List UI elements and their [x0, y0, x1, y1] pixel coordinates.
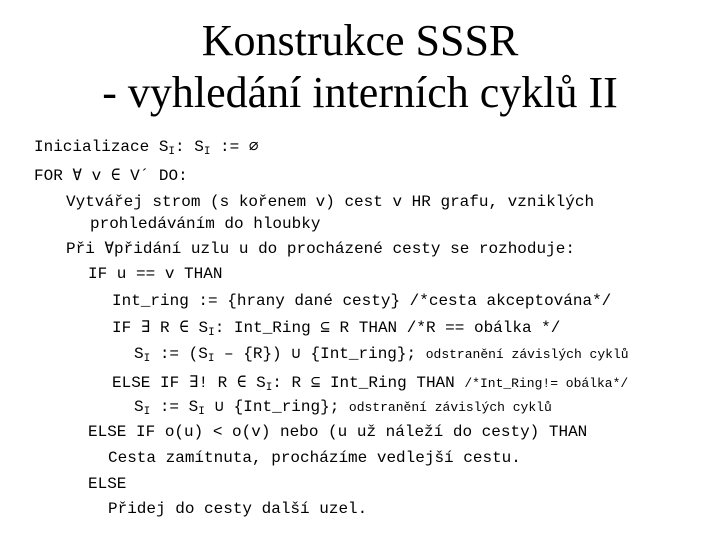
code-line-add-node: Přidej do cesty další uzel. — [108, 500, 368, 518]
code-line-else: ELSE — [88, 475, 127, 493]
comment-remove-dependent: odstranění závislých cyklů — [425, 347, 629, 362]
code-line-build-tree: Vytvářej strom (s kořenem v) cest v HR grafu, vzniklých — [66, 193, 595, 211]
comment-remove-dependent-2: odstranění závislých cyklů — [348, 400, 552, 415]
code-line-dfs: prohledáváním do hloubky — [90, 215, 321, 233]
code-line-decide: Při ∀přidání uzlu u do procházené cesty se rozhoduje: — [66, 240, 575, 258]
code-line-add-ring: $S_I$ := $S_I$ ∪ {Int_ring}; odstranění závislých cyklů — [134, 398, 552, 418]
comment-not-envelope: /*Int_Ring!= obálka*/ — [464, 376, 629, 391]
title-line-2: - vyhledání interních cyklů II — [102, 68, 618, 117]
code-line-init: Inicializace $S_I$: $S_I$ := ∅ — [34, 138, 259, 158]
code-line-else-if-order: ELSE IF o(u) < o(v) nebo (u už náleží do cesty) THAN — [88, 423, 588, 441]
code-line-if-u-eq-v: IF u == v THAN — [88, 265, 223, 283]
code-line-else-if-unique: ELSE IF ∃! R ∈ $S_I$: R ⊆ Int_Ring THAN /*Int_Ring!= obálka*/ — [112, 374, 629, 394]
title-line-1: Konstrukce SSSR — [201, 16, 519, 65]
code-line-remove-envelope: $S_I$ := $(S_I - \{R\})$ ∪ {Int_ring}; odstranění závislých cyklů — [134, 345, 629, 365]
code-line-if-exists: IF ∃ R ∈ $S_I$: Int_Ring ⊆ R THAN /*R == obálka */ — [112, 319, 561, 339]
code-line-for: FOR ∀ v ∈ V´ DO: — [34, 167, 188, 185]
code-line-int-ring: Int_ring := {hrany dané cesty} /*cesta akceptována*/ — [112, 292, 612, 310]
code-line-rejected: Cesta zamítnuta, procházíme vedlejší cestu. — [108, 449, 521, 467]
